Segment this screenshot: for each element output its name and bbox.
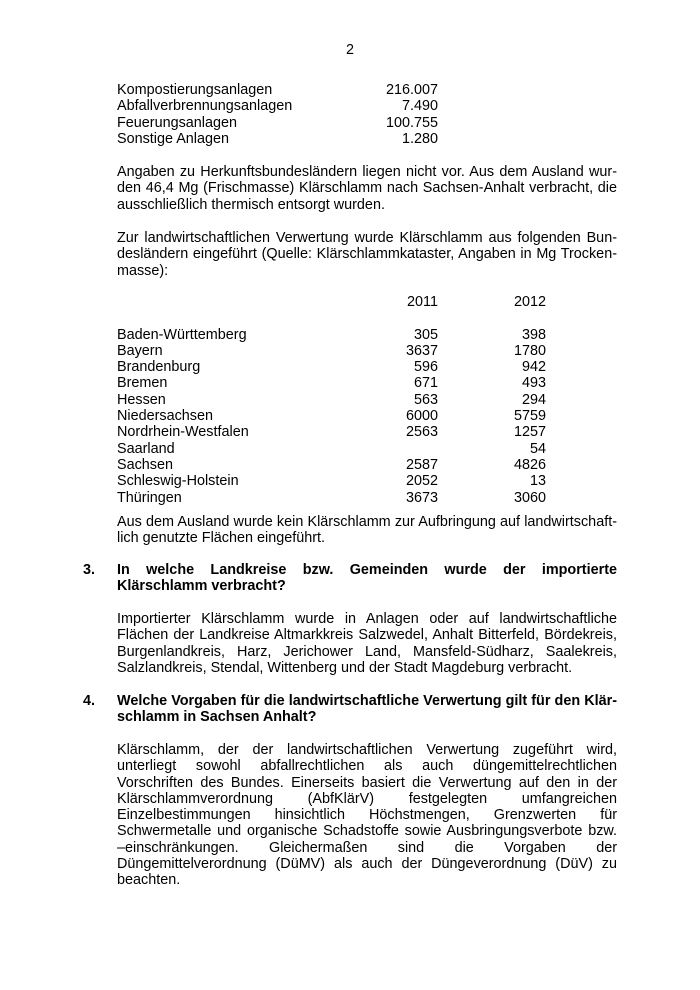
state-name: Schleswig-Holstein	[117, 473, 239, 490]
facility-value: 1.280	[401, 130, 438, 147]
table-row	[117, 441, 617, 457]
value-2012: 294	[521, 391, 546, 408]
state-name: Thüringen	[117, 489, 182, 506]
state-name: Saarland	[117, 440, 175, 457]
state-name: Hessen	[117, 391, 166, 408]
value-2011: 3673	[405, 489, 438, 506]
paragraph-table-intro: Zur landwirtschaftlichen Verwertung wurde Klärschlamm aus folgenden Bundesländern eingeführt (Quelle: Klärschlammkataster, Angaben in Mg Trockenmasse):	[117, 230, 617, 279]
value-2012: 13	[529, 473, 546, 490]
state-name: Brandenburg	[117, 359, 201, 376]
states-table	[117, 294, 617, 506]
page-number: 2	[345, 42, 354, 58]
value-2012: 3060	[513, 489, 546, 506]
table-row	[117, 424, 617, 440]
facility-value: 216.007	[385, 82, 438, 98]
value-2011: 671	[413, 375, 438, 392]
value-2011: 563	[413, 391, 438, 408]
facility-label: Feuerungsanlagen	[117, 114, 238, 131]
value-2012: 54	[529, 440, 546, 457]
value-2012: 1257	[513, 424, 546, 441]
table-row	[117, 457, 617, 473]
facility-row	[117, 131, 617, 147]
facility-row	[117, 82, 617, 98]
table-row	[117, 392, 617, 408]
state-name: Sachsen	[117, 456, 174, 473]
value-2011: 2052	[405, 473, 438, 490]
column-header-2012: 2012	[513, 294, 546, 310]
value-2012: 4826	[513, 456, 546, 473]
question-text: Welche Vorgaben für die landwirtschaftliche Verwertung gilt für den Klärschlamm in Sachsen Anhalt?	[117, 693, 617, 726]
table-header	[117, 294, 617, 310]
value-2012: 942	[521, 359, 546, 376]
facility-row	[117, 98, 617, 114]
value-2011: 3637	[405, 342, 438, 359]
question-3	[83, 562, 617, 595]
value-2011: 2587	[405, 456, 438, 473]
state-name: Bayern	[117, 342, 163, 359]
facility-label: Sonstige Anlagen	[117, 130, 230, 147]
value-2012: 398	[521, 326, 546, 343]
state-name: Nordrhein-Westfalen	[117, 424, 249, 441]
table-row	[117, 375, 617, 391]
state-name: Niedersachsen	[117, 408, 213, 425]
value-2012: 493	[521, 375, 546, 392]
value-2011: 2563	[405, 424, 438, 441]
state-name: Baden-Württemberg	[117, 326, 247, 343]
question-4	[83, 693, 617, 726]
facilities-list	[117, 82, 617, 147]
facility-label: Abfallverbrennungsanlagen	[117, 98, 293, 115]
column-header-2011: 2011	[407, 294, 438, 310]
paragraph-herkunft: Angaben zu Herkunftsbundesländern liegen nicht vor. Aus dem Ausland wurden 46,4 Mg (Frischmasse) Klärschlamm nach Sachsen-Anhalt verbracht, die ausschließlich thermisch entsorgt wurden.	[117, 164, 617, 213]
table-row	[117, 408, 617, 424]
value-2011: 6000	[405, 408, 438, 425]
paragraph-ausland: Aus dem Ausland wurde kein Klärschlamm zur Aufbringung auf landwirtschaftlich genutzte Flächen eingeführt.	[117, 514, 617, 547]
facility-row	[117, 115, 617, 131]
question-number: 4.	[83, 693, 96, 709]
question-number: 3.	[83, 562, 96, 578]
table-row	[117, 473, 617, 489]
facility-label: Kompostierungsanlagen	[117, 82, 273, 98]
facility-value: 100.755	[385, 114, 438, 131]
state-name: Bremen	[117, 375, 168, 392]
answer-4: Klärschlamm, der der landwirtschaftlichen Verwertung zugeführt wird, unterliegt sowohl abfallrechtlichen als auch düngemittelrechtlichen Vorschriften des Bundes. Einerseits basiert die Verwertung auf den in der Klärschlammverordnung (AbfKlärV) festgelegten umfangreichen Einzelbestimmungen hinsichtlich Höchstmengen, Grenzwerten für Schwermetalle und organische Schadstoffe sowie Ausbringungsverbote bzw. –einschränkungen. Gleichermaßen sind die Vorgaben der Düngemittelverordnung (DüMV) als auch der Düngeverordnung (DüV) zu beachten.	[117, 742, 617, 889]
value-2011: 596	[413, 359, 438, 376]
value-2012: 1780	[513, 342, 546, 359]
question-text: In welche Landkreise bzw. Gemeinden wurde der importierte Klärschlamm verbracht?	[117, 562, 617, 595]
value-2012: 5759	[513, 408, 546, 425]
table-row	[117, 490, 617, 506]
answer-3: Importierter Klärschlamm wurde in Anlagen oder auf landwirtschaftliche Flächen der Landkreise Altmarkkreis Salzwedel, Anhalt Bitterfeld, Bördekreis, Burgenlandkreis, Harz, Jerichower Land, Mansfeld-Südharz, Saalekreis, Salzlandkreis, Stendal, Wittenberg und der Stadt Magdeburg verbracht.	[117, 611, 617, 676]
table-row	[117, 359, 617, 375]
table-row	[117, 343, 617, 359]
facility-value: 7.490	[401, 98, 438, 115]
value-2011: 305	[413, 326, 438, 343]
table-row	[117, 327, 617, 343]
